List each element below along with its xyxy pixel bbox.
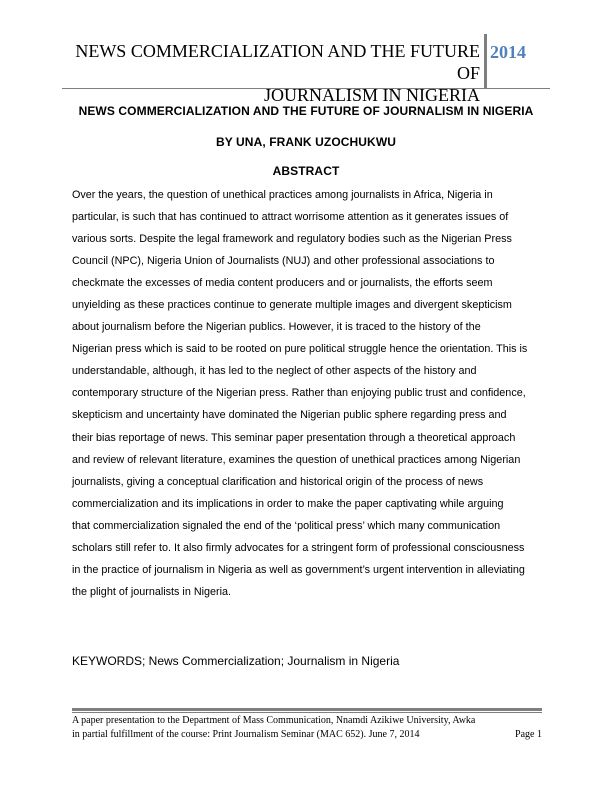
abstract-line: Over the years, the question of unethical practices among journalists in Africa, Nigeria in	[72, 189, 493, 201]
keywords-line	[72, 654, 550, 668]
abstract-line: contemporary structure of the Nigerian press. Rather than enjoying public trust and confidence,	[72, 387, 526, 400]
abstract-line: that commercialization signaled the end of the ‘political press’ which many communication	[72, 519, 501, 532]
abstract-line: in the practice of journalism in Nigeria as well as government’s urgent intervention in alleviating	[72, 563, 525, 576]
abstract-body	[72, 184, 550, 603]
keywords-text: News Commercialization; Journalism in Nigeria	[145, 654, 400, 668]
abstract-line: journalists, giving a conceptual clarification and historical origin of the process of news	[72, 475, 484, 488]
abstract-line: the plight of journalists in Nigeria.	[72, 585, 232, 598]
footer-line-2: in partial fulfillment of the course: Print Journalism Seminar (MAC 652). June 7, 2014	[72, 729, 420, 740]
running-header-title	[60, 40, 480, 106]
abstract-line: unyielding as these practices continue to generate multiple images and divergent skepticism	[72, 299, 512, 312]
abstract-line: Council (NPC), Nigeria Union of Journalists (NUJ) and other professional associations to	[72, 255, 495, 268]
abstract-line: understandable, although, it has led to the neglect of other aspects of the history and	[72, 365, 477, 378]
page-number: Page 1	[515, 729, 542, 740]
page-footer	[72, 714, 542, 742]
abstract-line: skepticism and uncertainty have dominated the Nigerian public sphere regarding press and	[72, 409, 507, 422]
abstract-line: scholars still refer to. It also firmly advocates for a stringent form of professional consciousness	[72, 541, 525, 554]
abstract-line: about journalism before the Nigerian publics. However, it is traced to the history of the	[72, 321, 481, 334]
running-header-line-1: NEWS COMMERCIALIZATION AND THE FUTURE OF	[75, 41, 480, 83]
header-year: 2014	[490, 42, 526, 62]
footer-rule-thin	[72, 712, 542, 713]
keywords-label: KEYWORDS;	[72, 654, 146, 668]
abstract-heading: ABSTRACT	[272, 164, 340, 178]
abstract-line: Nigerian press which is said to be rooted on pure political struggle hence the orientation. This is	[72, 343, 528, 356]
running-header-line-2: JOURNALISM IN NIGERIA	[264, 85, 480, 105]
header-rule	[62, 88, 550, 89]
abstract-line: various sorts. Despite the legal framework and regulatory bodies such as the Nigerian Press	[72, 233, 512, 246]
footer-line-1: A paper presentation to the Department of Mass Communication, Nnamdi Azikiwe University, Awka	[72, 715, 476, 726]
abstract-line: particular, is such that has continued to attract worrisome attention as it generates issues of	[72, 211, 509, 224]
abstract-line: commercialization and its implications in order to make the paper captivating while arguing	[72, 497, 504, 510]
document-author: BY UNA, FRANK UZOCHUKWU	[215, 135, 397, 149]
footer-rule	[72, 708, 542, 711]
document-title: NEWS COMMERCIALIZATION AND THE FUTURE OF JOURNALISM IN NIGERIA	[78, 104, 534, 118]
abstract-line: and review of relevant literature, examines the question of unethical practices among Nigerian	[72, 453, 521, 466]
header-divider	[484, 34, 487, 88]
abstract-line: their bias reportage of news. This seminar paper presentation through a theoretical approach	[72, 431, 516, 444]
abstract-line: checkmate the excesses of media content producers and or journalists, the efforts seem	[72, 277, 493, 290]
